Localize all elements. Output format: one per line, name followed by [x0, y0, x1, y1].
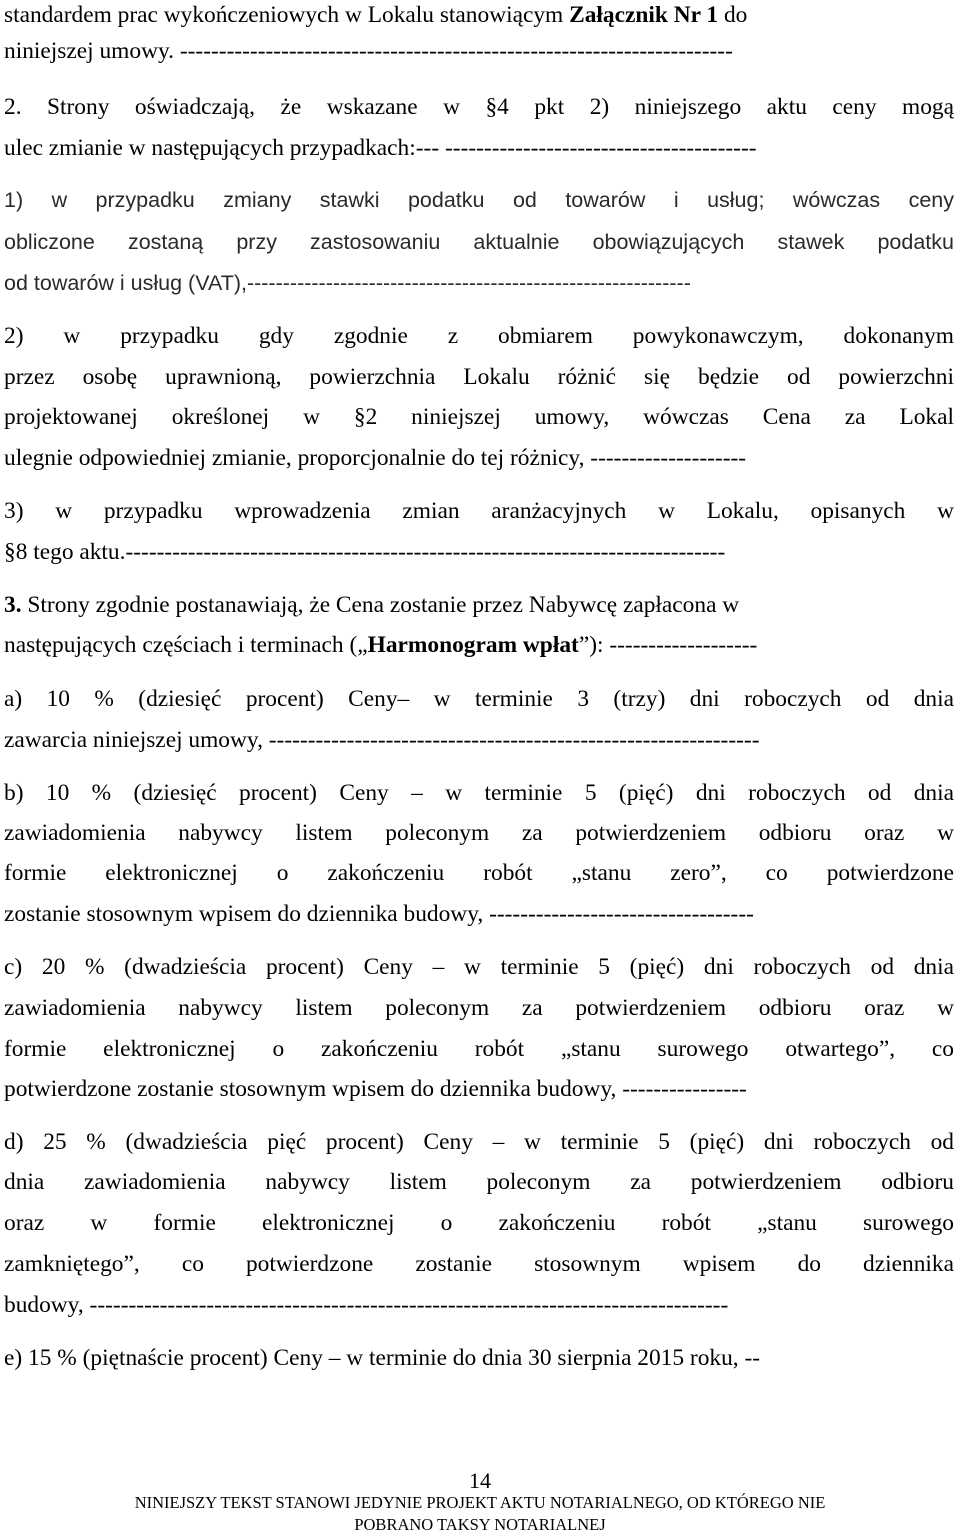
text-line: budowy, ---------------------------------------------------------------------------------- — [4, 1292, 729, 1318]
text-line: c) 20 % (dwadzieścia procent) Ceny – w terminie 5 (pięć) dni roboczych od dnia — [4, 954, 954, 980]
text-line — [4, 630, 954, 660]
text-line: 2) w przypadku gdy zgodnie z obmiarem powykonawczym, dokonanym — [4, 323, 954, 349]
text-span: ”): ------------------- — [578, 632, 758, 658]
text-line: oraz w formie elektronicznej o zakończeniu robót „stanu surowego — [4, 1210, 954, 1236]
text-line: projektowanej określonej w §2 niniejszej umowy, wówczas Cena za Lokal — [4, 404, 954, 430]
text-line — [4, 0, 954, 30]
text-line: b) 10 % (dziesięć procent) Ceny – w terminie 5 (pięć) dni roboczych od dnia — [4, 780, 954, 806]
text-line: a) 10 % (dziesięć procent) Ceny– w terminie 3 (trzy) dni roboczych od dnia — [4, 686, 954, 712]
bold-text: 3. — [4, 592, 22, 618]
footer-disclaimer-line-1: NINIEJSZY TEKST STANOWI JEDYNIE PROJEKT AKTU NOTARIALNEGO, OD KTÓREGO NIE — [134, 1493, 826, 1512]
text-span: standardem prac wykończeniowych w Lokalu stanowiącym — [4, 2, 570, 28]
text-line — [4, 590, 954, 620]
text-line: zawarcia niniejszej umowy, --------------------------------------------------------------- — [4, 727, 760, 753]
text-span: Strony zgodnie postanawiają, że Cena zostanie przez Nabywcę zapłacona w — [21, 592, 740, 618]
text-span: następujących częściach i terminach („ — [4, 632, 368, 658]
text-line: d) 25 % (dwadzieścia pięć procent) Ceny – w terminie 5 (pięć) dni roboczych od — [4, 1129, 954, 1155]
text-line: zostanie stosownym wpisem do dziennika budowy, ---------------------------------- — [4, 901, 754, 927]
text-line: formie elektronicznej o zakończeniu robót „stanu zero”, co potwierdzone — [4, 860, 954, 886]
text-line: ulec zmianie w następujących przypadkach:--- ---------------------------------------- — [4, 135, 757, 161]
text-line: zawiadomienia nabywcy listem poleconym za potwierdzeniem odbioru oraz w — [4, 995, 954, 1021]
page-number: 14 — [469, 1468, 491, 1493]
text-line: zamkniętego”, co potwierdzone zostanie stosownym wpisem do dziennika — [4, 1251, 954, 1277]
text-line: 2. Strony oświadczają, że wskazane w §4 pkt 2) niniejszego aktu ceny mogą — [4, 94, 954, 120]
text-line: formie elektronicznej o zakończeniu robót „stanu surowego otwartego”, co — [4, 1036, 954, 1062]
text-line: 1) w przypadku zmiany stawki podatku od towarów i usług; wówczas ceny — [4, 188, 954, 212]
footer-disclaimer-line-2: POBRANO TAKSY NOTARIALNEJ — [354, 1515, 606, 1534]
bold-text: Harmonogram wpłat — [367, 632, 579, 658]
text-span: do — [718, 2, 748, 28]
text-line: niniejszej umowy. ----------------------------------------------------------------------- — [4, 38, 733, 64]
text-line: przez osobę uprawnioną, powierzchnia Lokalu różnić się będzie od powierzchni — [4, 364, 954, 390]
text-line: §8 tego aktu.----------------------------------------------------------------------------- — [4, 539, 726, 565]
text-line: 3) w przypadku wprowadzenia zmian aranżacyjnych w Lokalu, opisanych w — [4, 498, 954, 524]
text-line: potwierdzone zostanie stosownym wpisem do dziennika budowy, ---------------- — [4, 1076, 747, 1102]
bold-text: Załącznik Nr 1 — [569, 2, 719, 28]
text-line: zawiadomienia nabywcy listem poleconym za potwierdzeniem odbioru oraz w — [4, 820, 954, 846]
text-line: e) 15 % (piętnaście procent) Ceny – w terminie do dnia 30 sierpnia 2015 roku, -- — [4, 1345, 761, 1371]
text-line: od towarów i usług (VAT),-------------------------------------------------------------- — [4, 271, 691, 295]
text-line: ulegnie odpowiedniej zmianie, proporcjonalnie do tej różnicy, -------------------- — [4, 445, 747, 471]
text-line: dnia zawiadomienia nabywcy listem poleconym za potwierdzeniem odbioru — [4, 1169, 954, 1195]
text-line: obliczone zostaną przy zastosowaniu aktualnie obowiązujących stawek podatku — [4, 230, 954, 254]
